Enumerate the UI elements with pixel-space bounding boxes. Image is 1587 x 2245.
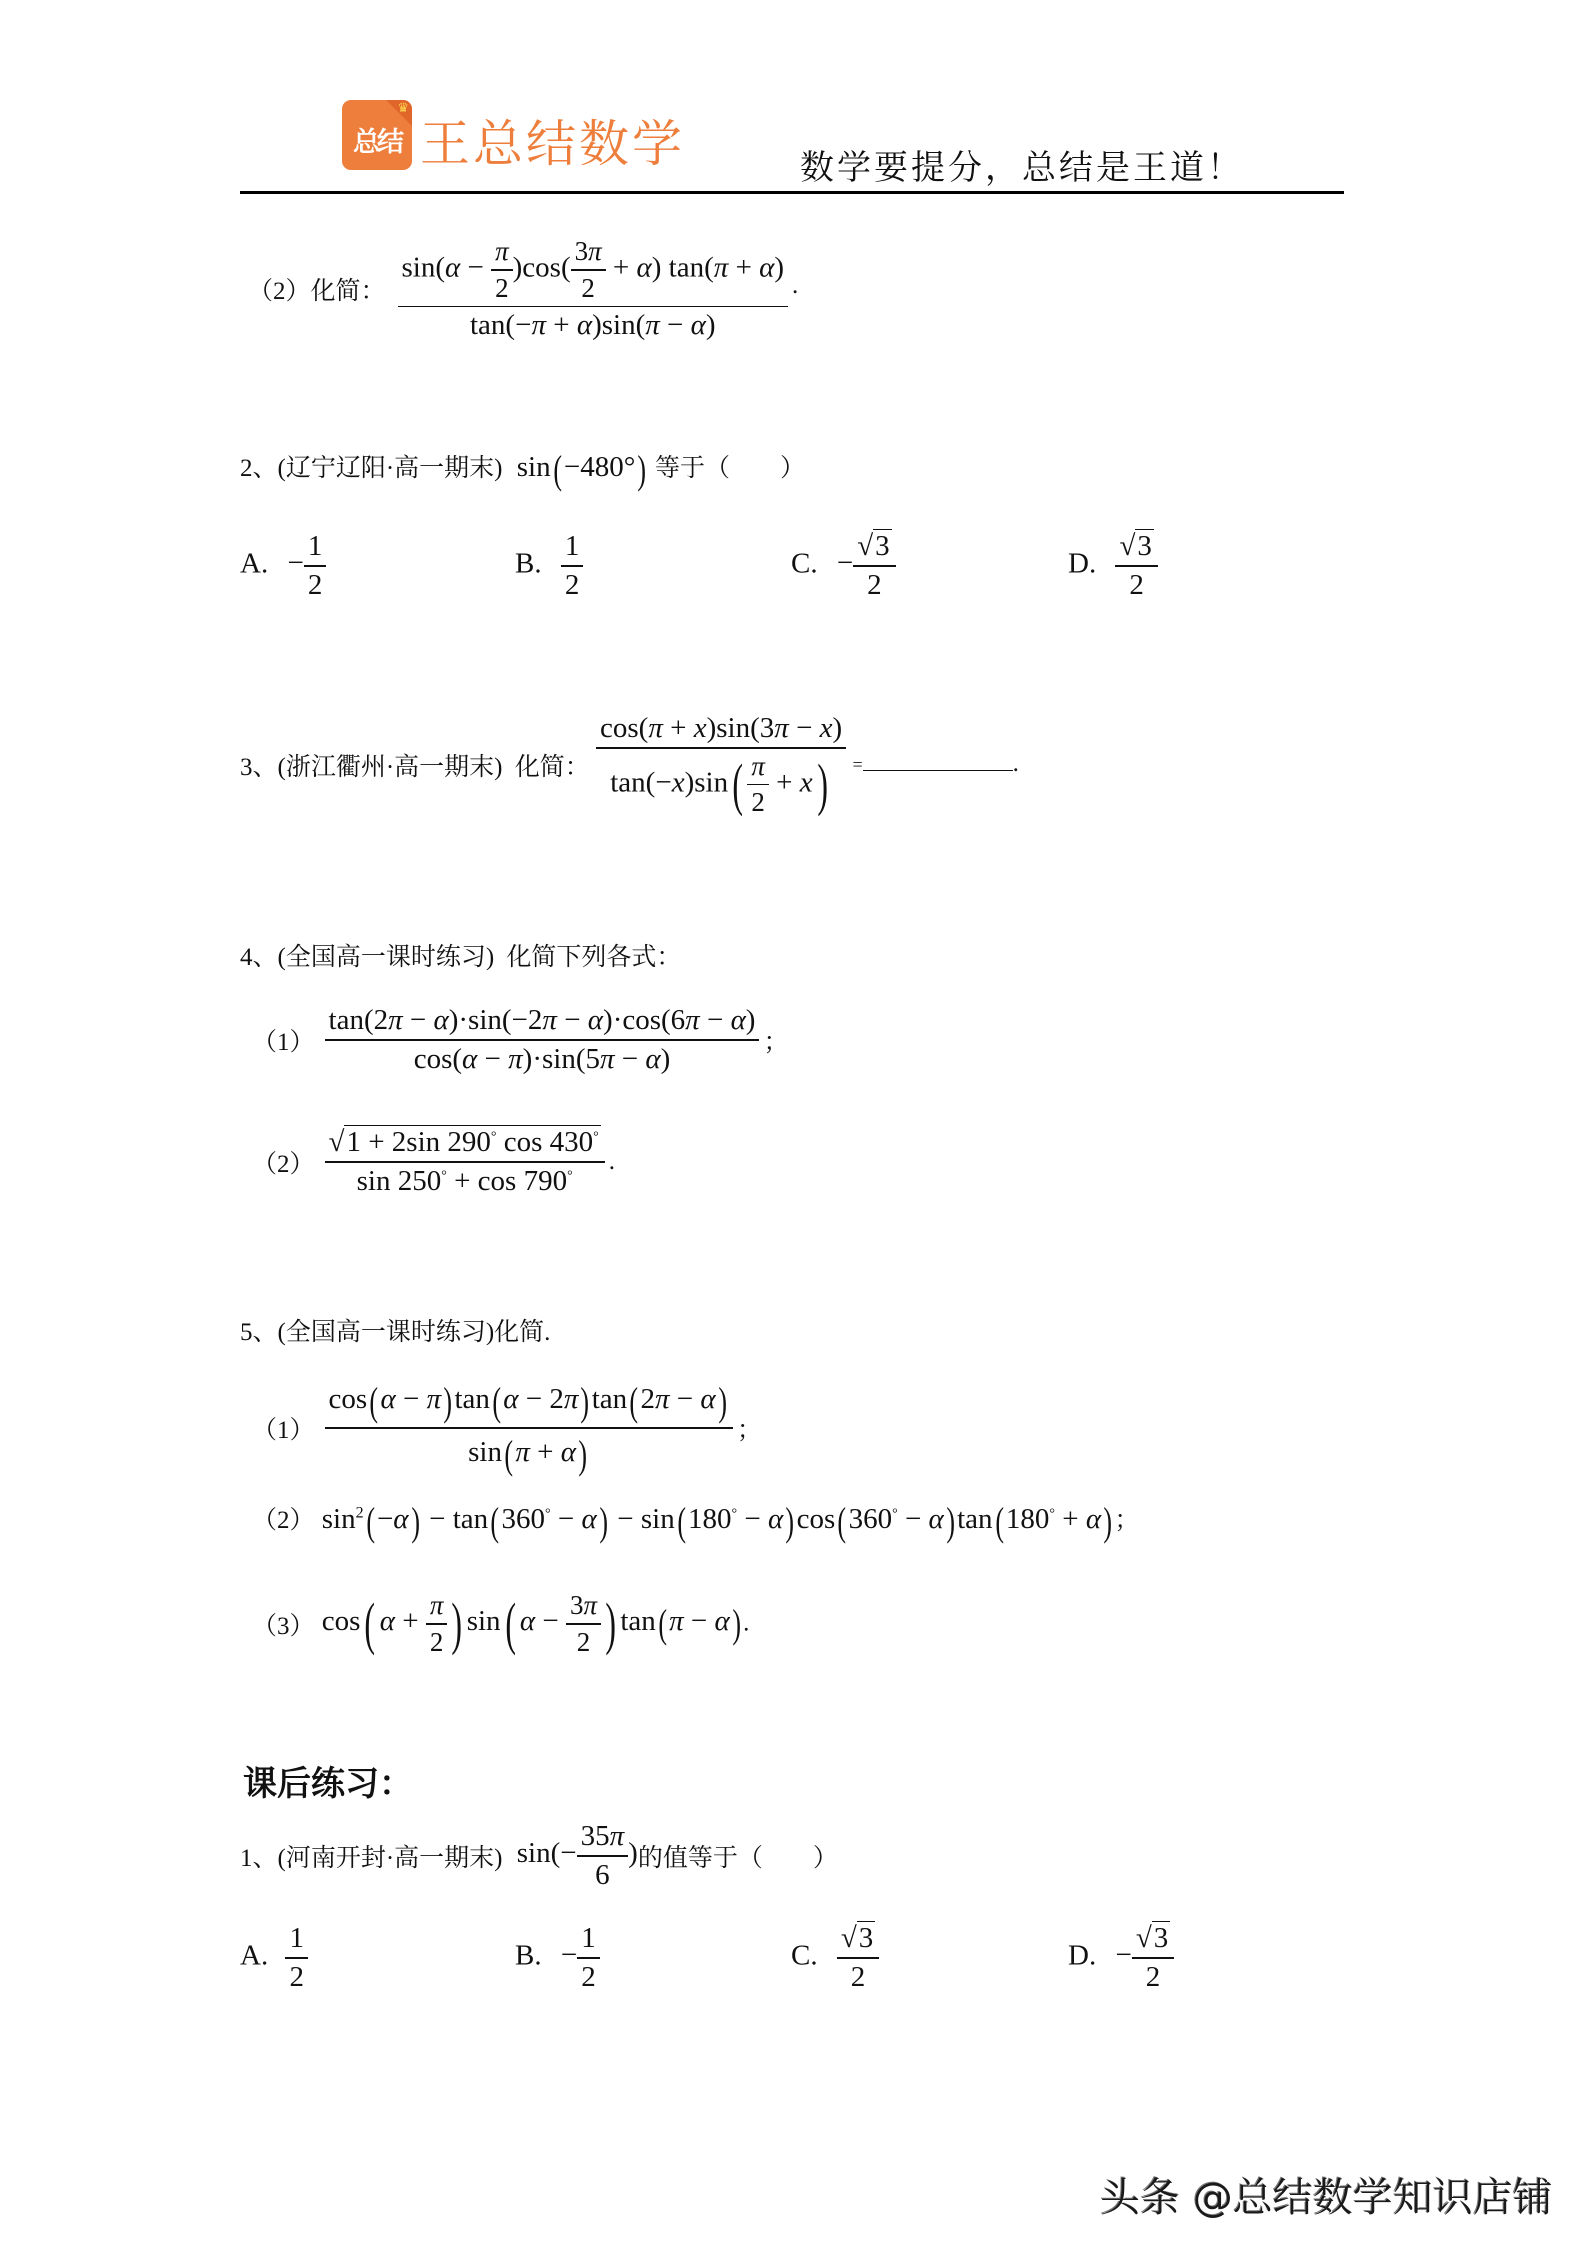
formula-fraction: $\frac{\cos(\alpha - \pi)\tan(\alpha - 2\pi)\tan(2\pi - \alpha)}{\sin(\pi + \alpha)}$ (325, 1378, 733, 1478)
crown-icon: ♛ (397, 101, 409, 116)
q5-item-1: （1） $\frac{\cos(\alpha - \pi)\tan(\alpha - 2\pi)\tan(2\pi - \alpha)}{\sin(\pi + \alpha)}$ ； (252, 1379, 762, 1477)
q4-item-2: （2） $\frac{√1 + 2\sin 290^\circ \cos 430^\circ}{\sin 250^\circ + \cos 790^\circ}$ . (252, 1126, 616, 1197)
q5-item-3: （3） cos( α + $\frac{\pi}{2}$ ) sin( α − $\frac{3\pi}{2}$ ) tan(π − α). (252, 1590, 750, 1657)
formula-fraction: $\frac{√1 + 2\sin 290^\circ \cos 430^\circ}{\sin 250^\circ + \cos 790^\circ}$ (325, 1126, 605, 1198)
prev-item: （2）化简： sin(α − $\frac{\pi}{2}$ )cos( $\frac{3\pi}{2}$ + α) tan(π + α) tan(−π + α)sin(π − α) . (248, 236, 799, 342)
question-4: 4、(全国高一课时练习) 化简下列各式： (240, 944, 682, 971)
question-number: 2、 (240, 455, 278, 483)
option-b[interactable]: B. $\frac{1}{2}$ (515, 530, 583, 602)
logo-icon (342, 100, 412, 170)
option-c[interactable]: C. $\frac{√3}{2}$ (791, 1922, 879, 1994)
option-d[interactable]: D. − $\frac{√3}{2}$ (1068, 1922, 1174, 1994)
formula-fraction: cos(π + x)sin(3π − x) tan(−x)sin( $\frac{\pi}{2}$ + x) (596, 712, 846, 818)
header-divider (240, 191, 1344, 194)
formula-fraction: $\frac{\tan(2\pi - \alpha)\cdot\sin(-2\pi - \alpha)\cdot\cos(6\pi - \alpha)}{\cos(\alpha - \pi)\cdot\sin(5\pi - \alpha)}$ (325, 1004, 760, 1076)
formula-expr: cos( α + $\frac{\pi}{2}$ ) sin( α − $\frac{3\pi}{2}$ ) tan(π − α) (321, 1590, 741, 1657)
question-number: 3、 (240, 754, 278, 782)
question-text: 等于（ ） (654, 455, 805, 483)
answer-blank[interactable] (863, 750, 1013, 771)
option-c[interactable]: C. − $\frac{√3}{2}$ (791, 530, 896, 602)
formula-expr: $\sin^2(-\alpha) - \tan(360^\circ - \alpha) - \sin(180^\circ - \alpha)\cos(360^\circ - \alpha)\tan(180^\circ + \alpha)$ (321, 1499, 1113, 1544)
option-a[interactable]: A. $\frac{1}{2}$ (240, 1922, 308, 1994)
section-title: 课后练习： (243, 1764, 413, 1804)
logo-mark: 总结 (353, 127, 401, 158)
question-source: (辽宁辽阳·高一期末) (277, 455, 503, 483)
formula-fraction (398, 236, 789, 342)
q4-item-1: （1） $\frac{\tan(2\pi - \alpha)\cdot\sin(-2\pi - \alpha)\cdot\cos(6\pi - \alpha)}{\cos(\alpha - \pi)\cdot\sin(5\pi - \alpha)}$ ； (252, 1004, 789, 1075)
option-a[interactable]: A. − $\frac{1}{2}$ (240, 530, 326, 602)
option-b[interactable]: B. − $\frac{1}{2}$ (515, 1922, 600, 1994)
question-expr: sin(− $\frac{35\pi}{6}$ ) (516, 1820, 638, 1891)
homework-question-1: 1、(河南开封·高一期末) sin(− $\frac{35\pi}{6}$ )的值等于（ ） (240, 1820, 838, 1891)
slogan: 数学要提分，总结是王道！ (800, 148, 1244, 188)
q5-item-2: （2） $\sin^2(-\alpha) - \tan(360^\circ - \alpha) - \sin(180^\circ - \alpha)\cos(360^\circ - \alpha)\tan(180^\circ + \alpha)$； (252, 1499, 1140, 1544)
question-expr: sin(−480°) (516, 447, 647, 492)
denominator: tan(−π + α)sin(π − α) (470, 309, 716, 342)
watermark: 头条 @总结数学知识店铺 (1100, 2175, 1553, 2221)
item-label: （2）化简： (248, 278, 386, 306)
numerator: sin(α − $\frac{\pi}{2}$ )cos( $\frac{3\pi}{2}$ + α) tan(π + α) (401, 236, 785, 303)
question-source: (浙江衢州·高一期末) (277, 754, 503, 782)
question-3: 3、(浙江衢州·高一期末) 化简： cos(π + x)sin(3π − x) tan(−x)sin( $\frac{\pi}{2}$ + x) = . (240, 712, 1019, 818)
logo-text: 王总结数学 (420, 115, 685, 173)
option-d[interactable]: D. $\frac{√3}{2}$ (1068, 530, 1158, 602)
question-5: 5、(全国高一课时练习)化简. (240, 1319, 551, 1346)
question-2 (240, 446, 805, 493)
